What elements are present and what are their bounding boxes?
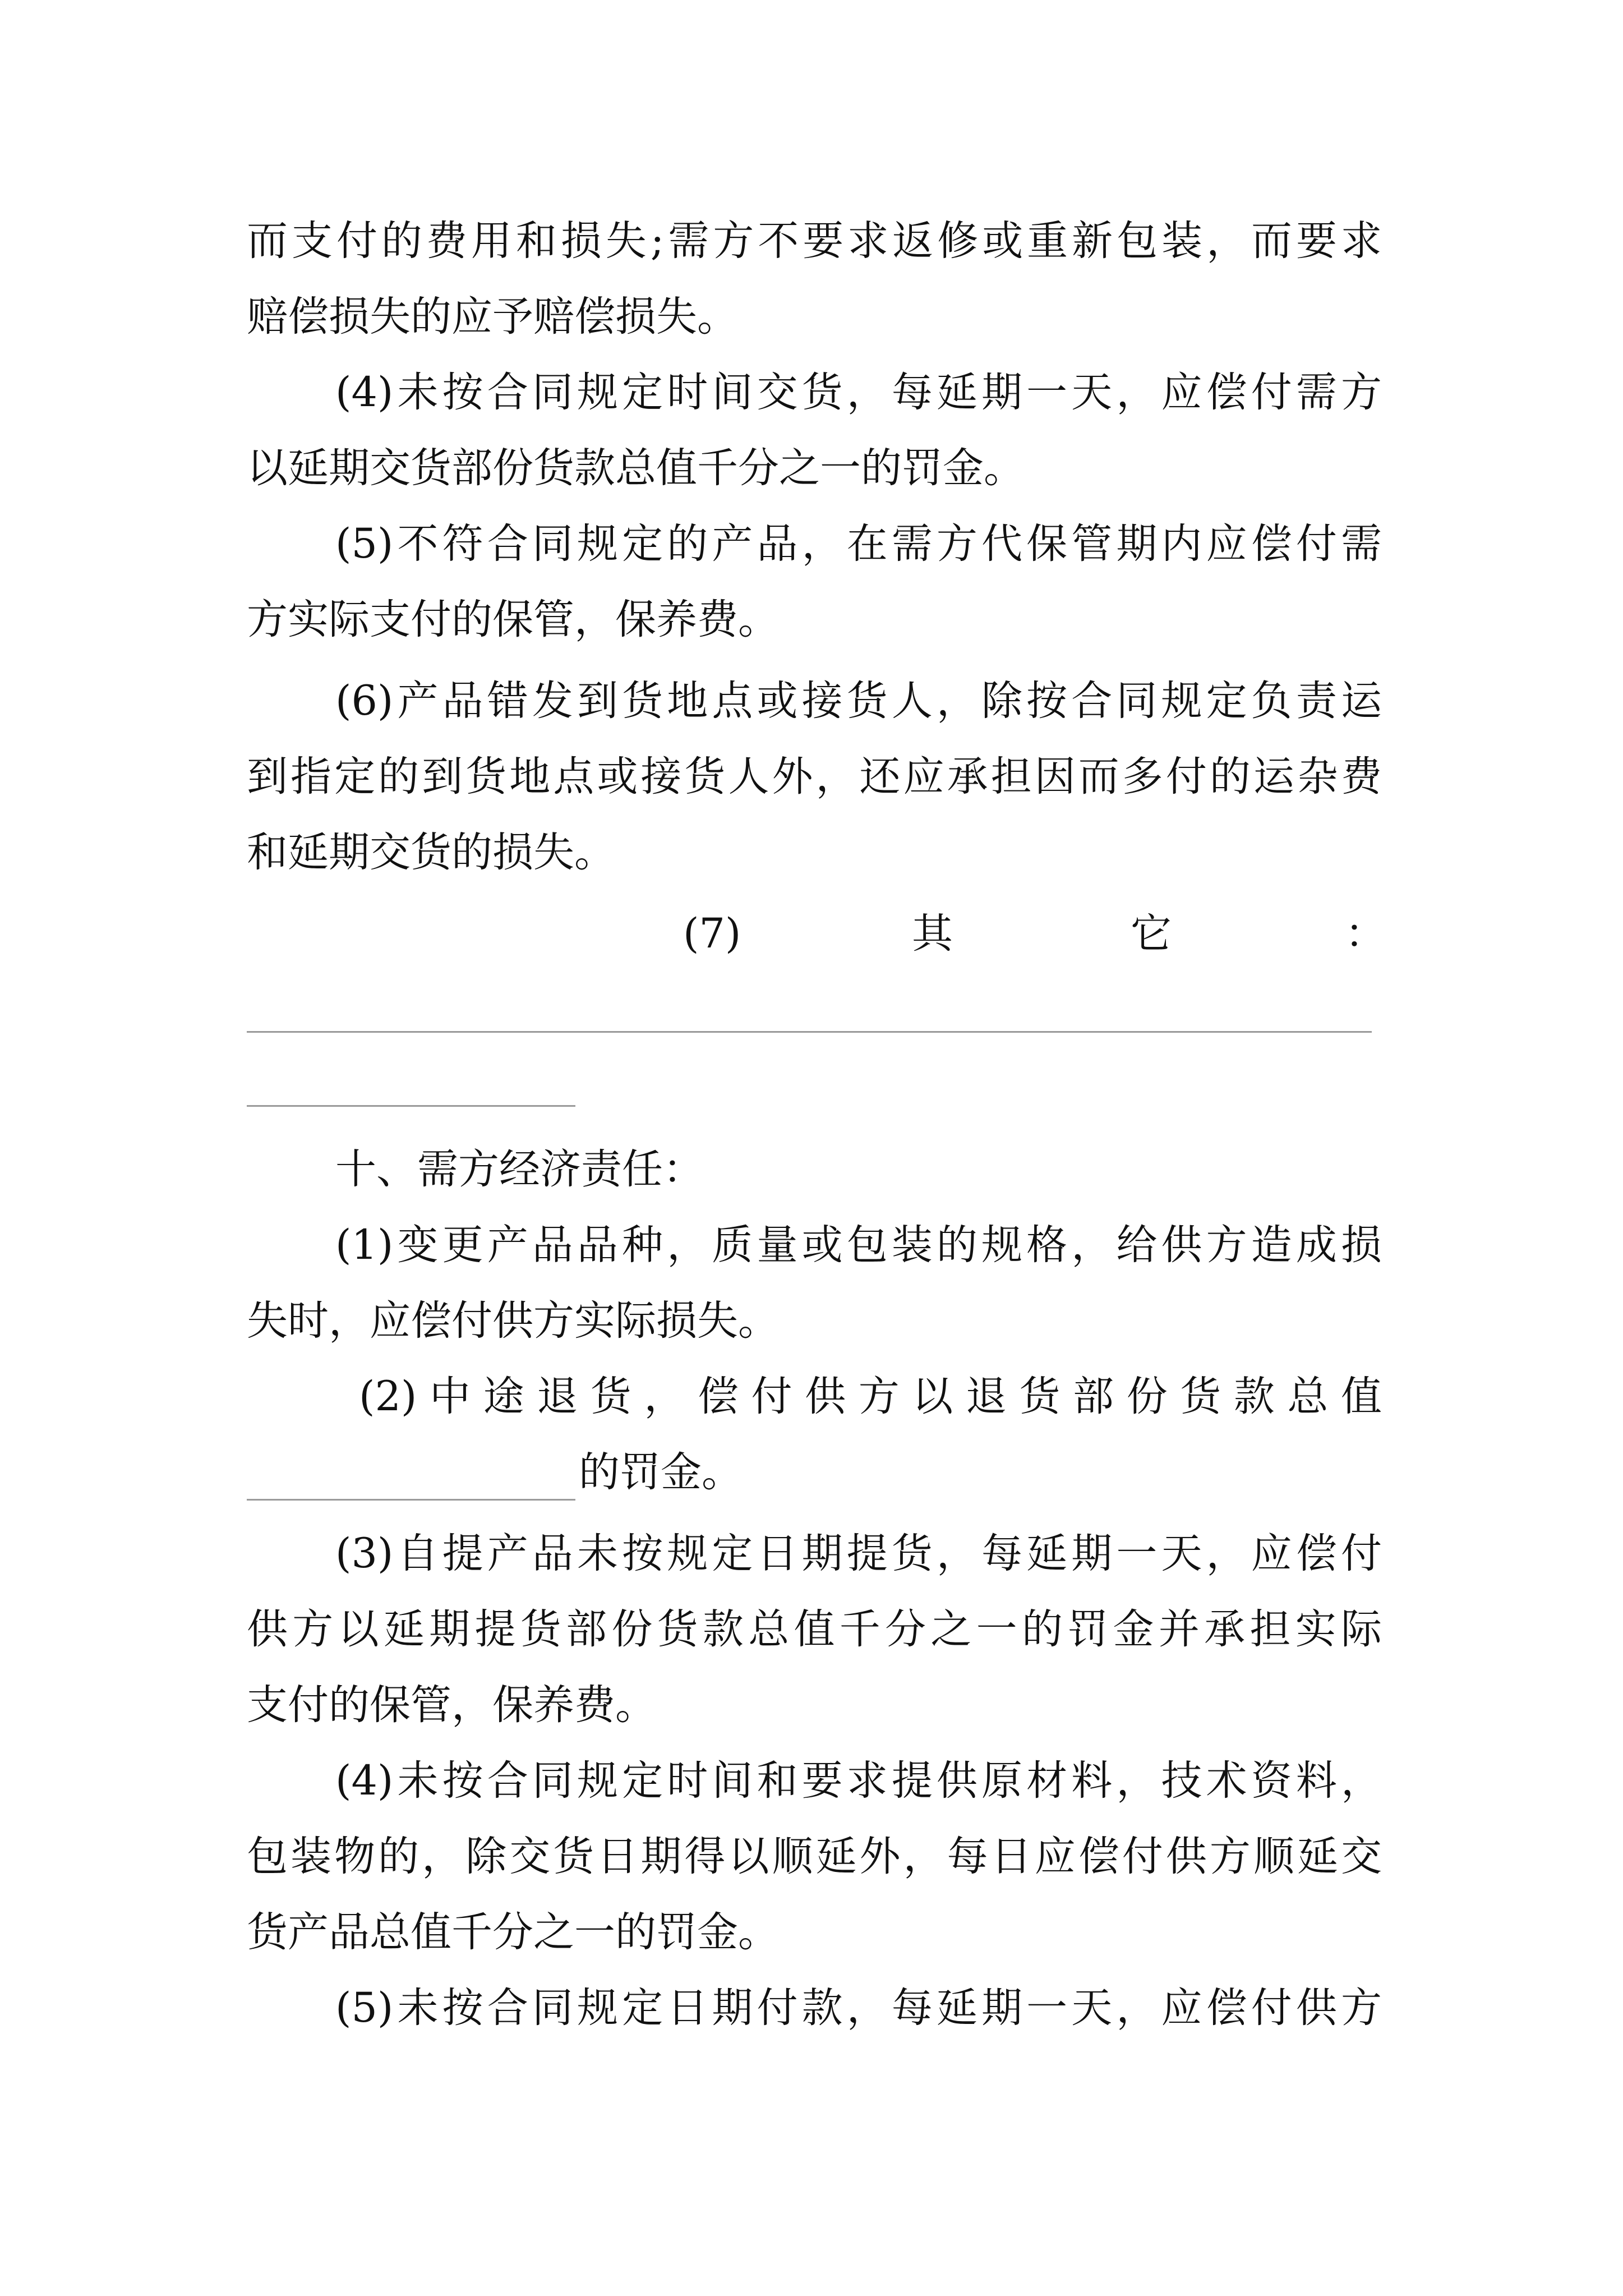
buyer-clause-5-line: (5)未按合同规定日期付款，每延期一天，应偿付供方 — [335, 1984, 1382, 2032]
clause-7-number: (7) — [683, 910, 741, 958]
paragraph-line — [247, 1444, 743, 1501]
clause-7-char-1: 其 — [912, 910, 953, 958]
blank-fill-line — [247, 1105, 575, 1107]
paragraph-line: 和延期交货的损失。 — [247, 829, 615, 876]
paragraph-line: 供方以延期提货部份货款总值千分之一的罚金并承担实际 — [247, 1605, 1382, 1653]
clause-7-colon: ： — [1345, 910, 1386, 958]
clause-6-line: (6)产品错发到货地点或接货人，除按合同规定负责运 — [335, 677, 1382, 725]
buyer-clause-3-line: (3)自提产品未按规定日期提货，每延期一天，应偿付 — [335, 1530, 1382, 1577]
paragraph-line: 赔偿损失的应予赔偿损失。 — [247, 293, 738, 341]
fine-text: 的罚金。 — [579, 1448, 743, 1496]
blank-fill-line — [247, 1463, 575, 1501]
buyer-clause-2-line: (2)中途退货，偿付供方以退货部份货款总值 — [359, 1373, 1382, 1420]
paragraph-line: 包装物的，除交货日期得以顺延外，每日应偿付供方顺延交 — [247, 1833, 1382, 1880]
paragraph-line: 货产品总值千分之一的罚金。 — [247, 1908, 779, 1956]
clause-5-line: (5)不符合同规定的产品，在需方代保管期内应偿付需 — [335, 520, 1382, 568]
paragraph-line: 而支付的费用和损失;需方不要求返修或重新包装，而要求 — [247, 217, 1382, 265]
blank-fill-line — [247, 1031, 1372, 1033]
clause-7-char-2: 它 — [1131, 910, 1172, 958]
buyer-clause-1-line: (1)变更产品品种，质量或包装的规格，给供方造成损 — [335, 1221, 1382, 1269]
paragraph-line: 支付的保管，保养费。 — [247, 1681, 656, 1729]
buyer-clause-4-line: (4)未按合同规定时间和要求提供原材料，技术资料， — [335, 1757, 1382, 1805]
paragraph-line: 失时，应偿付供方实际损失。 — [247, 1297, 779, 1345]
section-heading: 十、需方经济责任： — [335, 1145, 704, 1193]
paragraph-line: 方实际支付的保管，保养费。 — [247, 596, 779, 643]
clause-4-line: (4)未按合同规定时间交货，每延期一天，应偿付需方 — [335, 369, 1382, 416]
paragraph-line: 到指定的到货地点或接货人外，还应承担因而多付的运杂费 — [247, 753, 1382, 800]
paragraph-line: 以延期交货部份货款总值千分之一的罚金。 — [247, 444, 1025, 492]
